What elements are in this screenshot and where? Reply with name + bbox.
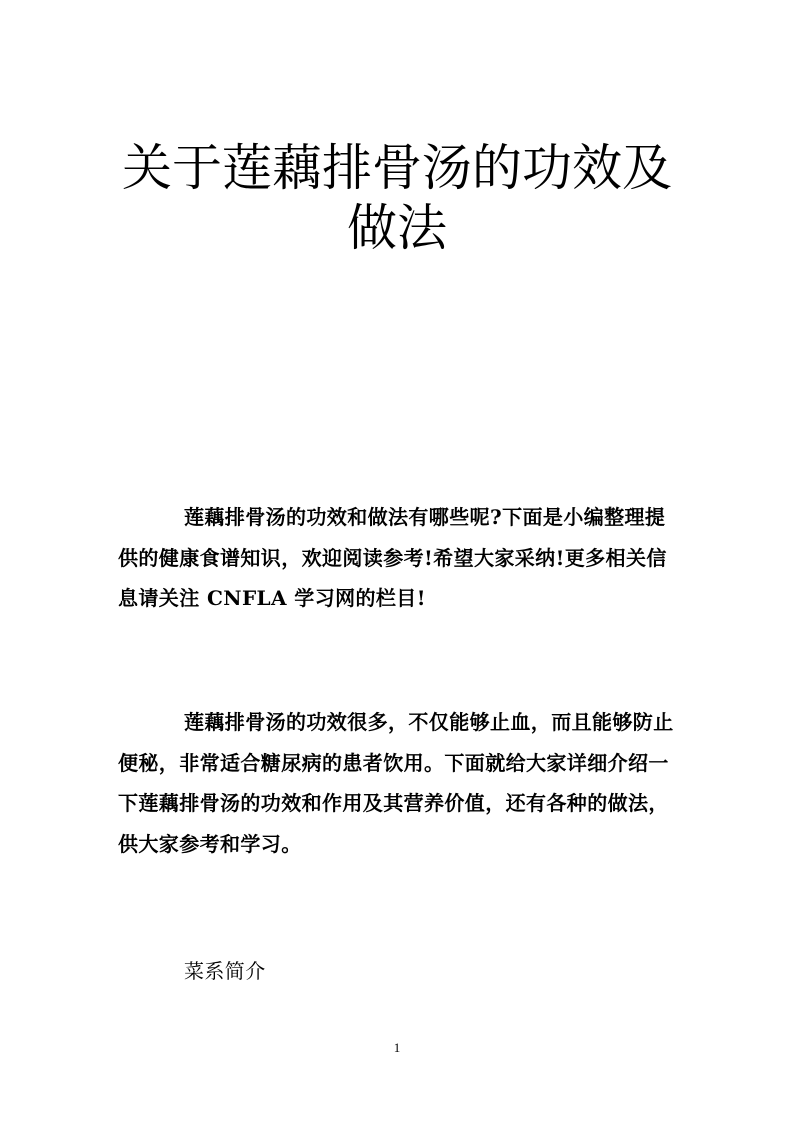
section-heading-cuisine-intro: 菜系简介 xyxy=(184,959,266,983)
title-line-2: 做法 xyxy=(347,199,447,257)
intro-paragraph: 莲藕排骨汤的功效和做法有哪些呢?下面是小编整理提供的健康食谱知识，欢迎阅读参考!希望大家采纳!更多相关信息请关注 CNFLA 学习网的栏目! xyxy=(118,505,667,610)
title-line-1: 关于莲藕排骨汤的功效及 xyxy=(122,139,672,197)
page-number: 1 xyxy=(393,1040,401,1055)
document-title xyxy=(0,138,794,258)
benefits-paragraph: 莲藕排骨汤的功效很多，不仅能够止血，而且能够防止便秘，非常适合糖尿病的患者饮用。下面就给大家详细介绍一下莲藕排骨汤的功效和作用及其营养价值，还有各种的做法，供大家参考和学习。 xyxy=(118,710,674,856)
